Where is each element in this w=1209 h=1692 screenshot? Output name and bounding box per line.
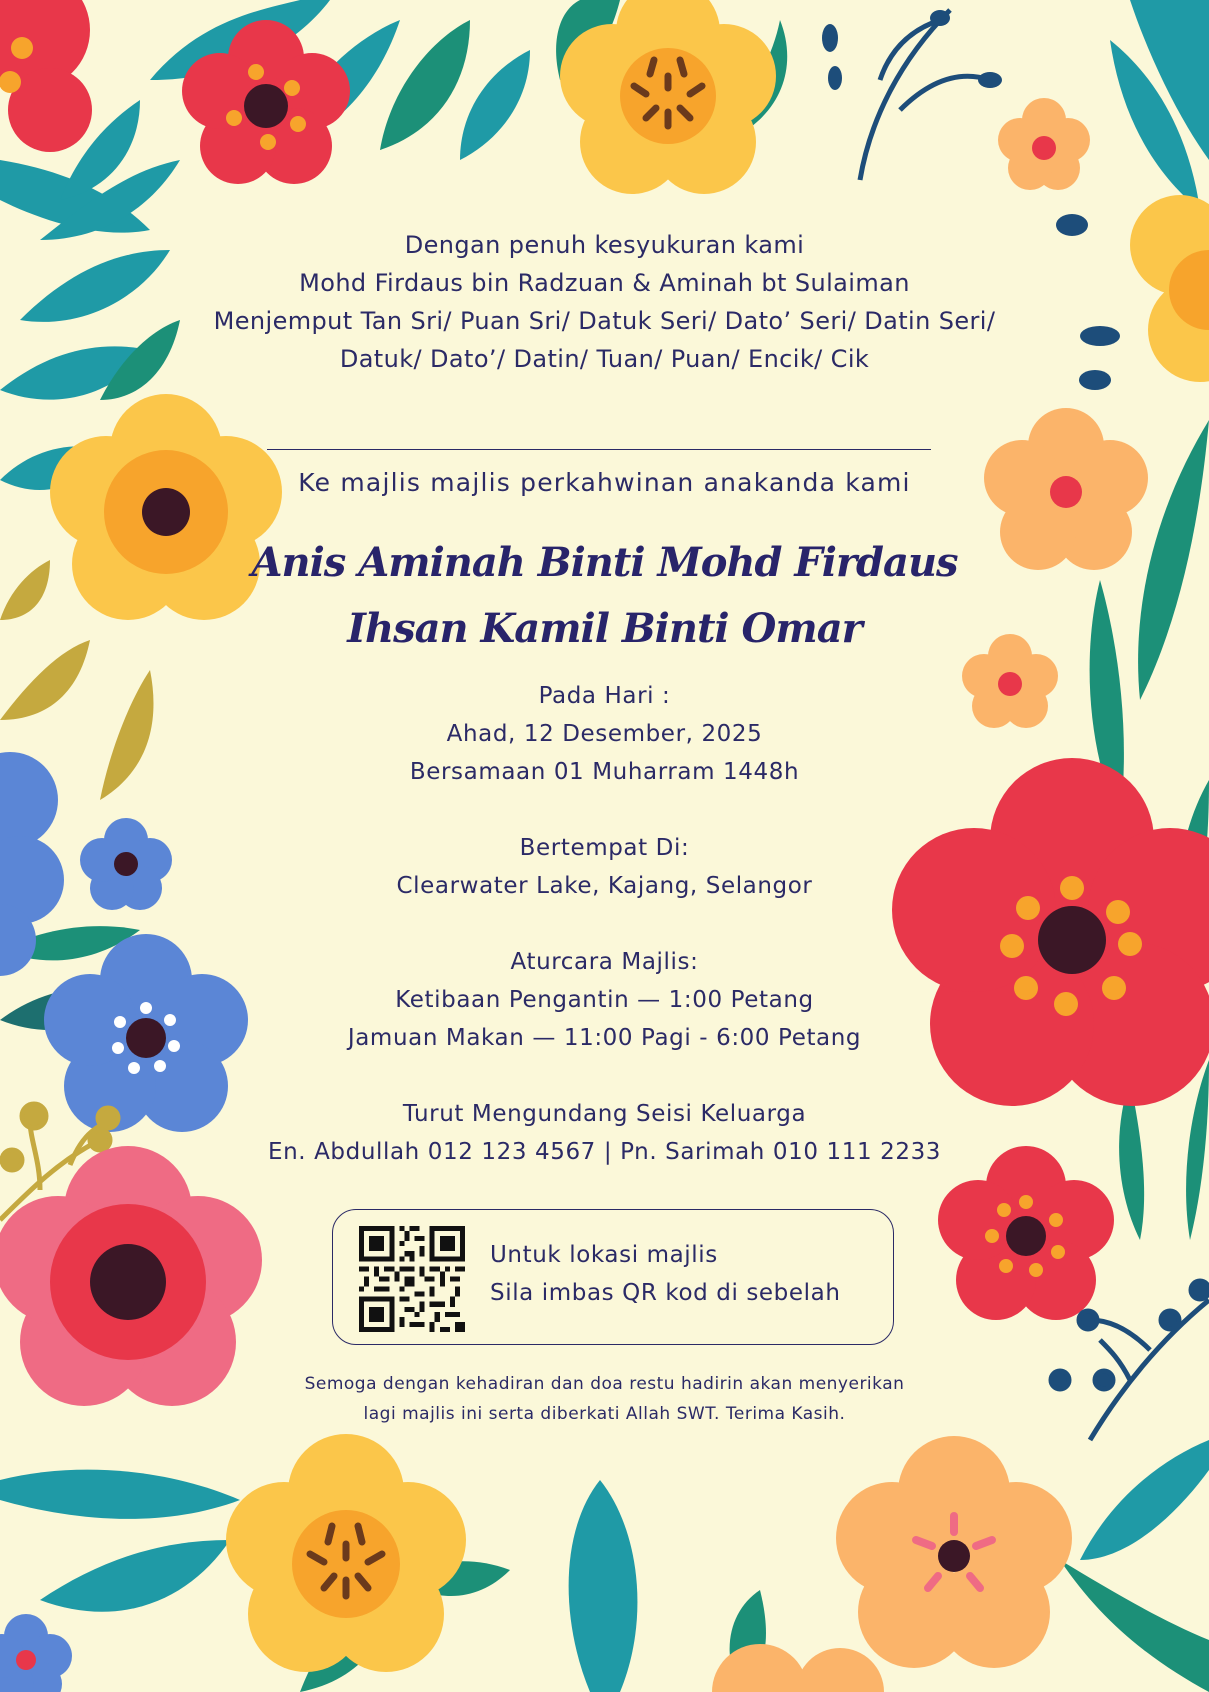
event-details (150, 677, 1059, 1171)
hijri-date: Bersamaan 01 Muharram 1448h (409, 759, 800, 785)
ke-majlis-heading: Ke majlis majlis perkahwinan anakanda kami (298, 468, 911, 497)
divider (267, 449, 931, 450)
intro-line: Menjemput Tan Sri/ Puan Sri/ Datuk Seri/ Dato’ Seri/ Datin Seri/ (213, 307, 996, 335)
flower-red-right-small (938, 1146, 1114, 1320)
flower-yellow-right (1130, 195, 1209, 382)
schedule-item: Jamuan Makan — 11:00 Pagi - 6:00 Petang (347, 1025, 862, 1051)
intro-line: Dengan penuh kesyukuran kami (404, 231, 805, 259)
qr-code-icon[interactable] (359, 1226, 465, 1332)
qr-line-2: Sila imbas QR kod di sebelah (490, 1280, 841, 1306)
groom-name: Ihsan Kamil Binti Omar (347, 605, 862, 652)
spacer (150, 791, 1059, 829)
closing-message (150, 1369, 1059, 1429)
intro-line: Datuk/ Dato’/ Datin/ Tuan/ Puan/ Encik/ Cik (339, 345, 870, 373)
couple-names (150, 530, 1059, 662)
spacer (150, 1057, 1059, 1095)
flower-peach-top-right (998, 98, 1090, 190)
schedule-item: Ketibaan Pengantin — 1:00 Petang (395, 987, 814, 1013)
contacts: En. Abdullah 012 123 4567 | Pn. Sarimah 010 111 2233 (267, 1139, 942, 1165)
family-label: Turut Mengundang Seisi Keluarga (402, 1101, 807, 1127)
schedule-label: Aturcara Majlis: (510, 949, 699, 975)
flower-peach-bottom-right (836, 1436, 1072, 1668)
qr-line-1: Untuk lokasi majlis (490, 1242, 718, 1268)
closing-line-2: lagi majlis ini serta diberkati Allah SWT. Terima Kasih. (363, 1404, 846, 1424)
qr-instructions (490, 1236, 841, 1312)
closing-line-1: Semoga dengan kehadiran dan doa restu hadirin akan menyerikan (304, 1374, 905, 1394)
intro-line: Mohd Firdaus bin Radzuan & Aminah bt Sulaiman (299, 269, 910, 297)
spacer (150, 905, 1059, 943)
flower-peach-bottom-partial (712, 1644, 884, 1692)
venue: Clearwater Lake, Kajang, Selangor (396, 873, 813, 899)
bride-name: Anis Aminah Binti Mohd Firdaus (251, 539, 958, 586)
qr-location-box (332, 1209, 894, 1345)
flower-blue-bottom-left (0, 1614, 72, 1692)
date-label: Pada Hari : (538, 683, 671, 709)
flower-yellow-top (560, 0, 776, 194)
venue-label: Bertempat Di: (519, 835, 690, 861)
event-date: Ahad, 12 Desember, 2025 (446, 721, 763, 747)
flower-yellow-bottom (226, 1434, 466, 1672)
intro-text (150, 226, 1059, 378)
flower-red-top-left (0, 0, 92, 152)
